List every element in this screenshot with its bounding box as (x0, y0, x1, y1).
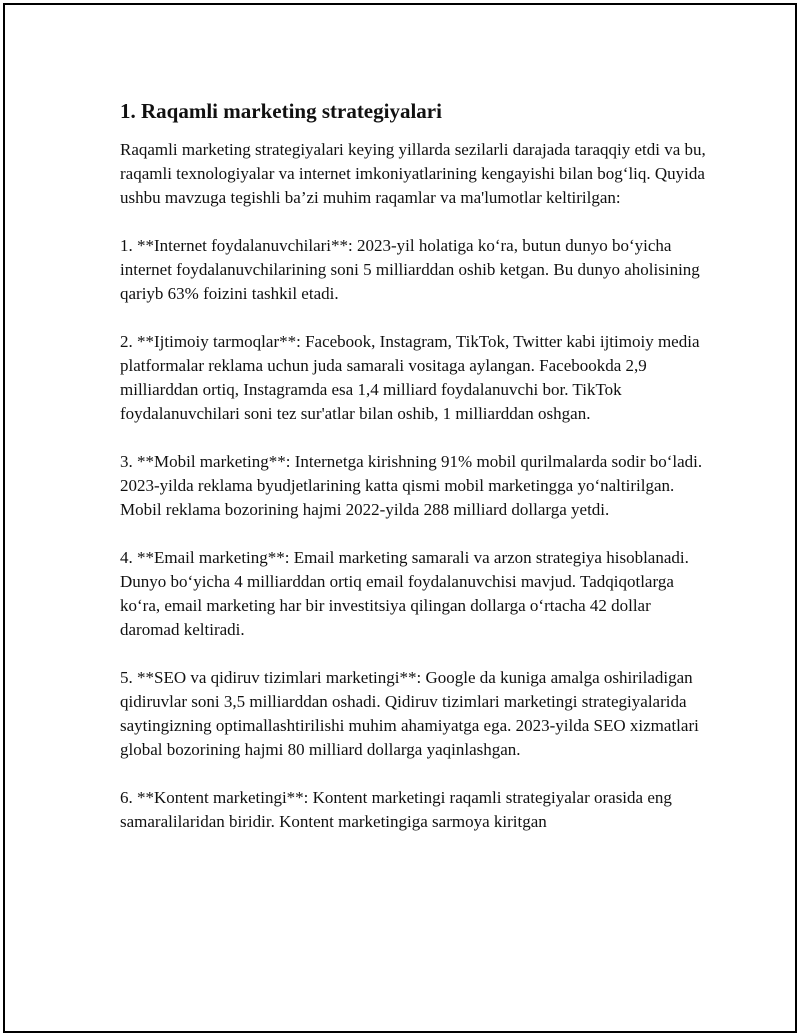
paragraph-social-networks: 2. **Ijtimoiy tarmoqlar**: Facebook, Instagram, TikTok, Twitter kabi ijtimoiy media platformalar reklama uchun juda samarali vositaga aylangan. Facebookda 2,9 milliarddan ortiq, Instagramda esa 1,4 milliard foydalanuvchi bor. TikTok foydalanuvchilari soni tez sur'atlar bilan oshib, 1 milliarddan oshgan. (120, 332, 700, 423)
section-heading: 1. Raqamli marketing strategiyalari (120, 99, 442, 123)
paragraph-mobile-marketing: 3. **Mobil marketing**: Internetga kirishning 91% mobil qurilmalarda sodir bo‘ladi. 2023-yilda reklama byudjetlarining katta qismi mobil marketingga yo‘naltirilgan. Mobil reklama bozorining hajmi 2022-yilda 288 milliard dollarga yetdi. (120, 452, 703, 519)
paragraph-content-marketing: 6. **Kontent marketingi**: Kontent marketingi raqamli strategiyalar orasida eng samaralilaridan biridir. Kontent marketingiga sarmoya kiritgan (120, 788, 672, 831)
paragraph-internet-users: 1. **Internet foydalanuvchilari**: 2023-yil holatiga ko‘ra, butun dunyo bo‘yicha internet foydalanuvchilarining soni 5 milliarddan oshib ketgan. Bu dunyo aholisining qariyb 63% foizini tashkil etadi. (120, 236, 700, 303)
document-page (3, 3, 797, 1033)
paragraph-email-marketing: 4. **Email marketing**: Email marketing samarali va arzon strategiya hisoblanadi. Dunyo bo‘yicha 4 milliarddan ortiq email foydalanuvchisi mavjud. Tadqiqotlarga ko‘ra, email marketing har bir investitsiya qilingan dollarga o‘rtacha 42 dollar daromad keltiradi. (120, 548, 689, 639)
paragraph-seo: 5. **SEO va qidiruv tizimlari marketingi**: Google da kuniga amalga oshiriladigan qidiruvlar soni 3,5 milliarddan oshadi. Qidiruv tizimlari marketingi strategiyalarida saytingizning optimallashtirilishi muhim ahamiyatga ega. 2023-yilda SEO xizmatlari global bozorining hajmi 80 milliard dollarga yaqinlashgan. (120, 668, 699, 759)
document-body (120, 97, 710, 858)
intro-paragraph: Raqamli marketing strategiyalari keying yillarda sezilarli darajada taraqqiy etdi va bu, raqamli texnologiyalar va internet imkoniyatlarining kengayishi bilan bog‘liq. Quyida ushbu mavzuga tegishli ba’zi muhim raqamlar va ma'lumotlar keltirilgan: (120, 140, 706, 207)
